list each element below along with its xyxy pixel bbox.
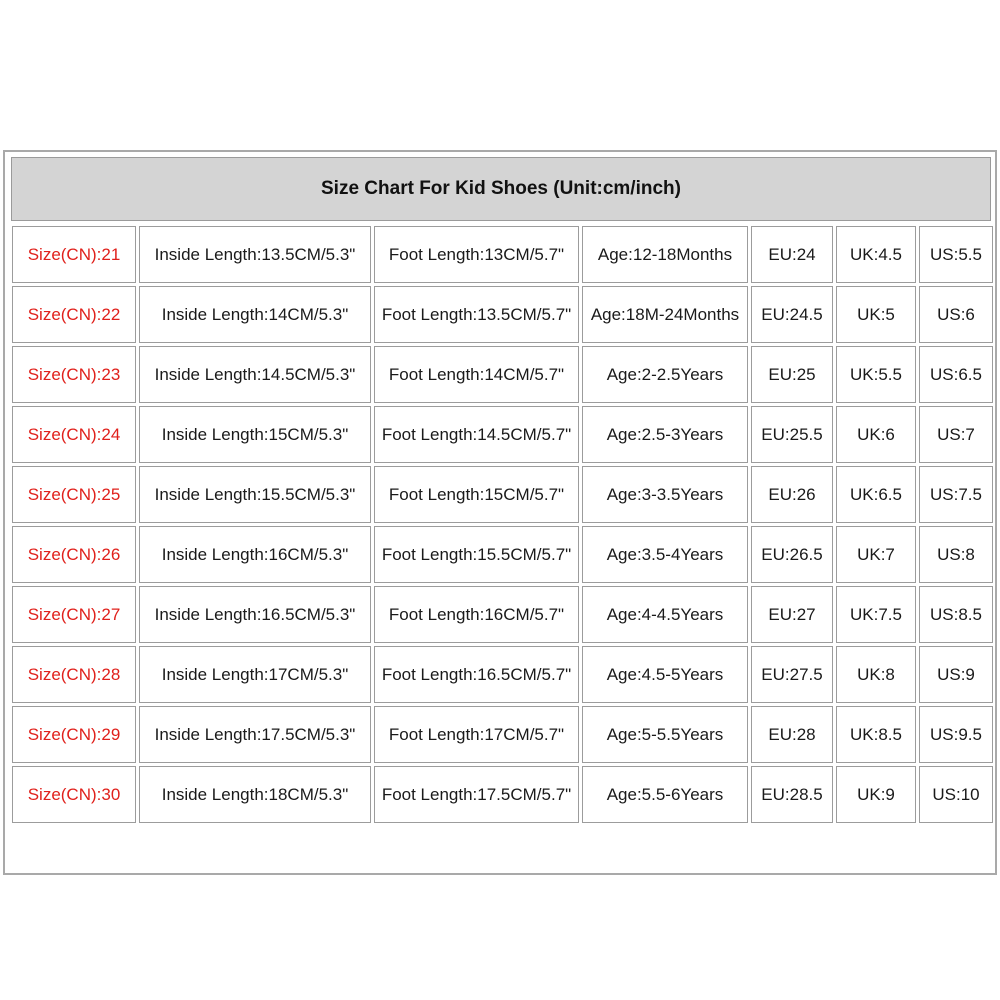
age-cell: Age:12-18Months	[582, 226, 748, 283]
table-row	[12, 226, 993, 283]
table-row	[12, 646, 993, 703]
uk-size-cell: UK:4.5	[836, 226, 916, 283]
us-size-cell: US:6	[919, 286, 993, 343]
cn-size-cell: Size(CN):27	[12, 586, 136, 643]
cn-size-cell: Size(CN):29	[12, 706, 136, 763]
us-size-cell: US:8.5	[919, 586, 993, 643]
age-cell: Age:5.5-6Years	[582, 766, 748, 823]
cn-size-cell: Size(CN):25	[12, 466, 136, 523]
inside-length-cell: Inside Length:13.5CM/5.3"	[139, 226, 371, 283]
table-row	[12, 586, 993, 643]
foot-length-cell: Foot Length:15.5CM/5.7"	[374, 526, 579, 583]
age-cell: Age:5-5.5Years	[582, 706, 748, 763]
us-size-cell: US:8	[919, 526, 993, 583]
cn-size-cell: Size(CN):26	[12, 526, 136, 583]
cn-size-cell: Size(CN):24	[12, 406, 136, 463]
foot-length-cell: Foot Length:17CM/5.7"	[374, 706, 579, 763]
table-row	[12, 346, 993, 403]
us-size-cell: US:9.5	[919, 706, 993, 763]
eu-size-cell: EU:24	[751, 226, 833, 283]
foot-length-cell: Foot Length:17.5CM/5.7"	[374, 766, 579, 823]
uk-size-cell: UK:9	[836, 766, 916, 823]
inside-length-cell: Inside Length:16CM/5.3"	[139, 526, 371, 583]
us-size-cell: US:7	[919, 406, 993, 463]
us-size-cell: US:6.5	[919, 346, 993, 403]
foot-length-cell: Foot Length:13CM/5.7"	[374, 226, 579, 283]
inside-length-cell: Inside Length:15.5CM/5.3"	[139, 466, 371, 523]
foot-length-cell: Foot Length:14.5CM/5.7"	[374, 406, 579, 463]
foot-length-cell: Foot Length:13.5CM/5.7"	[374, 286, 579, 343]
uk-size-cell: UK:7	[836, 526, 916, 583]
us-size-cell: US:10	[919, 766, 993, 823]
age-cell: Age:2.5-3Years	[582, 406, 748, 463]
eu-size-cell: EU:27.5	[751, 646, 833, 703]
uk-size-cell: UK:8.5	[836, 706, 916, 763]
foot-length-cell: Foot Length:16.5CM/5.7"	[374, 646, 579, 703]
inside-length-cell: Inside Length:18CM/5.3"	[139, 766, 371, 823]
uk-size-cell: UK:5	[836, 286, 916, 343]
eu-size-cell: EU:28	[751, 706, 833, 763]
eu-size-cell: EU:24.5	[751, 286, 833, 343]
age-cell: Age:2-2.5Years	[582, 346, 748, 403]
eu-size-cell: EU:25.5	[751, 406, 833, 463]
inside-length-cell: Inside Length:17CM/5.3"	[139, 646, 371, 703]
table-row	[12, 706, 993, 763]
eu-size-cell: EU:26.5	[751, 526, 833, 583]
table-title: Size Chart For Kid Shoes (Unit:cm/inch)	[11, 157, 991, 221]
inside-length-cell: Inside Length:17.5CM/5.3"	[139, 706, 371, 763]
uk-size-cell: UK:6	[836, 406, 916, 463]
cn-size-cell: Size(CN):22	[12, 286, 136, 343]
uk-size-cell: UK:5.5	[836, 346, 916, 403]
age-cell: Age:4.5-5Years	[582, 646, 748, 703]
age-cell: Age:4-4.5Years	[582, 586, 748, 643]
foot-length-cell: Foot Length:14CM/5.7"	[374, 346, 579, 403]
us-size-cell: US:7.5	[919, 466, 993, 523]
uk-size-cell: UK:6.5	[836, 466, 916, 523]
inside-length-cell: Inside Length:15CM/5.3"	[139, 406, 371, 463]
eu-size-cell: EU:28.5	[751, 766, 833, 823]
cn-size-cell: Size(CN):21	[12, 226, 136, 283]
foot-length-cell: Foot Length:15CM/5.7"	[374, 466, 579, 523]
us-size-cell: US:9	[919, 646, 993, 703]
eu-size-cell: EU:27	[751, 586, 833, 643]
table-row	[12, 406, 993, 463]
size-grid	[9, 223, 996, 826]
us-size-cell: US:5.5	[919, 226, 993, 283]
inside-length-cell: Inside Length:14.5CM/5.3"	[139, 346, 371, 403]
size-chart-table	[3, 150, 997, 875]
inside-length-cell: Inside Length:16.5CM/5.3"	[139, 586, 371, 643]
inside-length-cell: Inside Length:14CM/5.3"	[139, 286, 371, 343]
table-row	[12, 286, 993, 343]
cn-size-cell: Size(CN):30	[12, 766, 136, 823]
cn-size-cell: Size(CN):28	[12, 646, 136, 703]
age-cell: Age:3-3.5Years	[582, 466, 748, 523]
table-row	[12, 466, 993, 523]
table-row	[12, 526, 993, 583]
cn-size-cell: Size(CN):23	[12, 346, 136, 403]
eu-size-cell: EU:26	[751, 466, 833, 523]
eu-size-cell: EU:25	[751, 346, 833, 403]
table-row	[12, 766, 993, 823]
age-cell: Age:3.5-4Years	[582, 526, 748, 583]
foot-length-cell: Foot Length:16CM/5.7"	[374, 586, 579, 643]
uk-size-cell: UK:8	[836, 646, 916, 703]
uk-size-cell: UK:7.5	[836, 586, 916, 643]
age-cell: Age:18M-24Months	[582, 286, 748, 343]
